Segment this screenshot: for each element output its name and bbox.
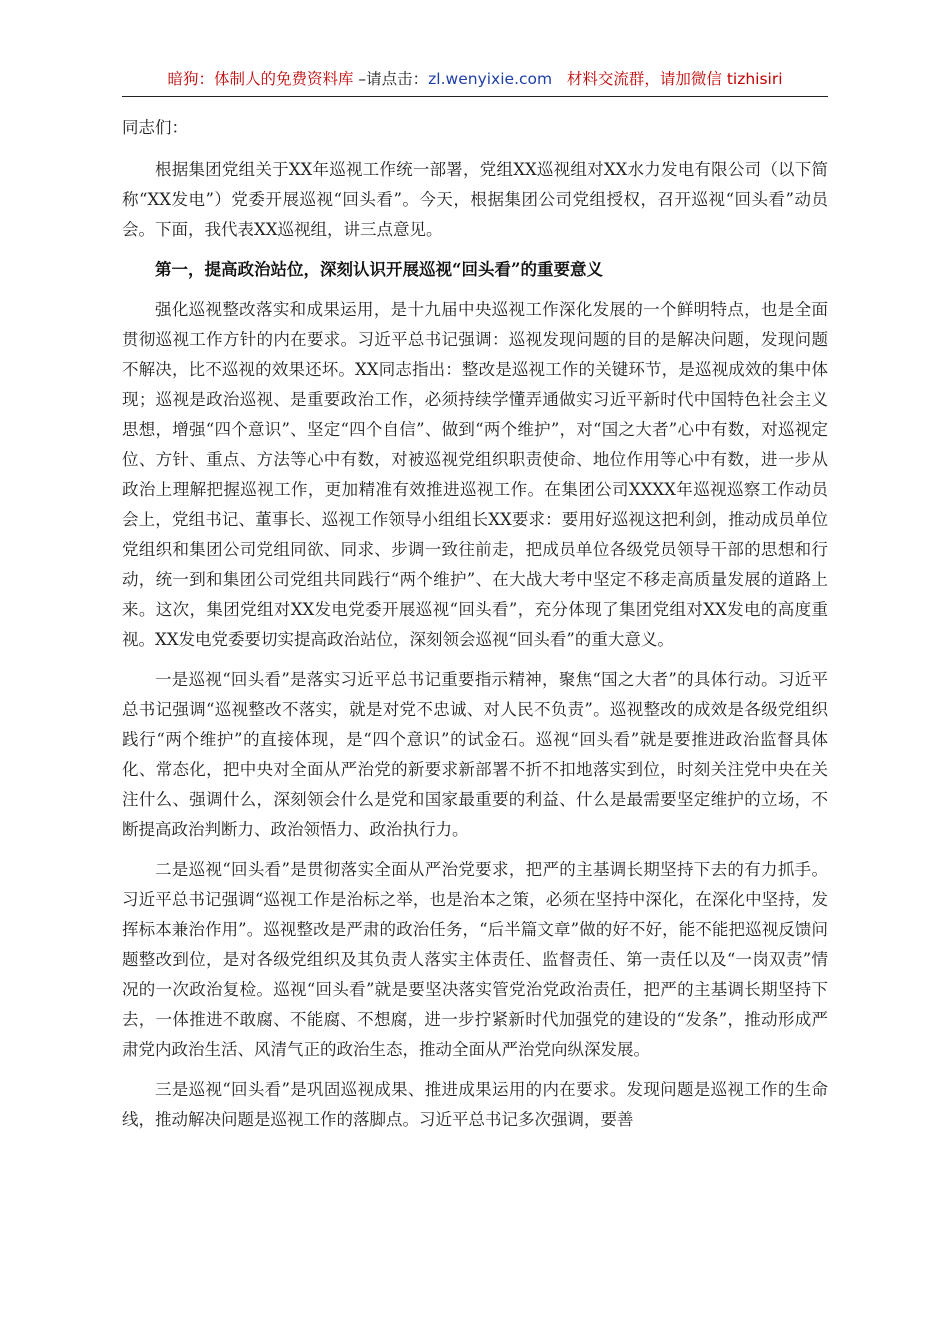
document-body: [122, 113, 828, 1145]
body-paragraph: 三是巡视“回头看”是巩固巡视成果、推进成果运用的内在要求。发现问题是巡视工作的生命线，推动解决问题是巡视工作的落脚点。习近平总书记多次强调，要善: [122, 1080, 828, 1129]
body-paragraph: 一是巡视“回头看”是落实习近平总书记重要指示精神，聚焦“国之大者”的具体行动。习近平总书记强调“巡视整改不落实，就是对党不忠诚、对人民不负责”。巡视整改的成效是各级党组织践行“两个维护”的直接体现，是“四个意识”的试金石。巡视“回头看”就是要推进政治监督具体化、常态化，把中央对全面从严治党的新要求新部署不折不扣地落实到位，时刻关注党中央在关注什么、强调什么，深刻领会什么是党和国家最重要的利益、什么是最需要坚定维护的立场，不断提高政治判断力、政治领悟力、政治执行力。: [122, 670, 828, 839]
section-heading-1: 第一，提高政治站位，深刻认识开展巡视“回头看”的重要意义: [155, 260, 603, 279]
intro-paragraph: 根据集团党组关于XX年巡视工作统一部署，党组XX巡视组对XX水力发电有限公司（以下简称“XX发电”）党委开展巡视“回头看”。今天，根据集团公司党组授权，召开巡视“回头看”动员会。下面，我代表XX巡视组，讲三点意见。: [122, 160, 828, 239]
header-site-name: 暗狗：体制人的免费资料库: [167, 70, 354, 88]
page-header: [122, 64, 828, 97]
body-paragraph: 二是巡视“回头看”是贯彻落实全面从严治党要求，把严的主基调长期坚持下去的有力抓手。习近平总书记强调“巡视工作是治标之举，也是治本之策，必须在坚持中深化，在深化中坚持，发挥标本兼治作用”。巡视整改是严肃的政治任务，“后半篇文章”做的好不好，能不能把巡视反馈问题整改到位，是对各级党组织及其负责人落实主体责任、监督责任、第一责任以及“一岗双责”情况的一次政治复检。巡视“回头看”就是要坚决落实管党治党政治责任，把严的主基调长期坚持下去，一体推进不敢腐、不能腐、不想腐，进一步拧紧新时代加强党的建设的“发条”，推动形成严肃党内政治生活、风清气正的政治生态，推动全面从严治党向纵深发展。: [122, 860, 828, 1059]
header-url-link[interactable]: zl.wenyixie.com: [428, 70, 553, 88]
header-spacer: [552, 70, 567, 88]
header-click-prompt: –请点击：: [353, 70, 429, 88]
salutation: 同志们：: [122, 118, 188, 137]
body-paragraph: 强化巡视整改落实和成果运用，是十九届中央巡视工作深化发展的一个鲜明特点，也是全面贯彻巡视工作方针的内在要求。习近平总书记强调：巡视发现问题的目的是解决问题，发现问题不解决，比不巡视的效果还坏。XX同志指出：整改是巡视工作的关键环节，是巡视成效的集中体现；巡视是政治巡视、是重要政治工作，必须持续学懂弄通做实习近平新时代中国特色社会主义思想，增强“四个意识”、坚定“四个自信”、做到“两个维护”，对“国之大者”心中有数，对巡视定位、方针、重点、方法等心中有数，对被巡视党组织职责使命、地位作用等心中有数，进一步从政治上理解把握巡视工作，更加精准有效推进巡视工作。在集团公司XXXX年巡视巡察工作动员会上，党组书记、董事长、巡视工作领导小组组长XX要求：要用好巡视这把利剑，推动成员单位党组织和集团公司党组同欲、同求、步调一致往前走，把成员单位各级党员领导干部的思想和行动，统一到和集团公司党组共同践行“两个维护”、在大战大考中坚定不移走高质量发展的道路上来。这次，集团党组对XX发电党委开展巡视“回头看”，充分体现了集团党组对XX发电的高度重视。XX发电党委要切实提高政治站位，深刻领会巡视“回头看”的重大意义。: [122, 300, 828, 649]
header-wechat-note: 材料交流群，请加微信 tizhisiri: [566, 70, 783, 88]
